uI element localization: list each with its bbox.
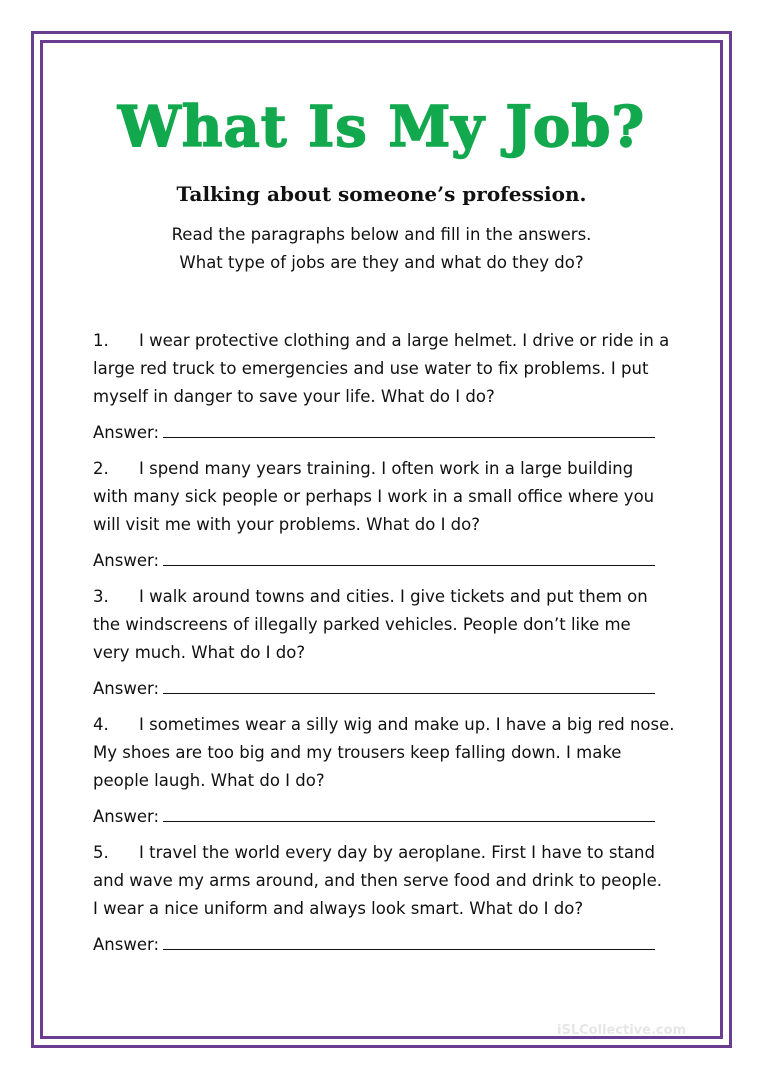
question-line: very much. What do I do?	[93, 643, 306, 662]
worksheet-title: What Is My Job?	[117, 94, 646, 160]
answer-row	[93, 675, 683, 703]
question-item-5	[93, 839, 683, 959]
worksheet-subtitle: Talking about someone’s profession.	[176, 182, 587, 206]
answer-blank[interactable]	[163, 933, 655, 950]
instructions	[0, 221, 763, 277]
question-line: My shoes are too big and my trousers keep falling down. I make	[93, 743, 622, 762]
question-line: myself in danger to save your life. What do I do?	[93, 387, 495, 406]
question-text: I spend many years training. I often work in a large building	[139, 459, 634, 478]
question-line	[93, 455, 683, 483]
answer-blank[interactable]	[163, 421, 655, 438]
answer-blank[interactable]	[163, 549, 655, 566]
question-line	[93, 711, 683, 739]
answer-row	[93, 803, 683, 831]
instruction-line-1: Read the paragraphs below and fill in the answers.	[171, 225, 592, 244]
answer-label: Answer:	[93, 551, 160, 570]
answer-label: Answer:	[93, 423, 160, 442]
question-line: and wave my arms around, and then serve food and drink to people.	[93, 871, 663, 890]
question-item-4	[93, 711, 683, 831]
question-line	[93, 327, 683, 355]
question-number: 1.	[93, 331, 109, 350]
answer-label: Answer:	[93, 807, 160, 826]
question-line: large red truck to emergencies and use water to fix problems. I put	[93, 359, 649, 378]
question-text: I wear protective clothing and a large helmet. I drive or ride in a	[139, 331, 670, 350]
answer-row	[93, 547, 683, 575]
question-line: with many sick people or perhaps I work in a small office where you	[93, 487, 655, 506]
question-line: the windscreens of illegally parked vehicles. People don’t like me	[93, 615, 631, 634]
questions-list	[93, 327, 683, 967]
question-item-1	[93, 327, 683, 447]
answer-label: Answer:	[93, 935, 160, 954]
question-line: I wear a nice uniform and always look smart. What do I do?	[93, 899, 584, 918]
question-line: will visit me with your problems. What do I do?	[93, 515, 481, 534]
answer-blank[interactable]	[163, 677, 655, 694]
question-number: 2.	[93, 459, 109, 478]
answer-row	[93, 931, 683, 959]
question-number: 3.	[93, 587, 109, 606]
question-line	[93, 839, 683, 867]
question-line: people laugh. What do I do?	[93, 771, 325, 790]
question-number: 4.	[93, 715, 109, 734]
answer-row	[93, 419, 683, 447]
question-item-2	[93, 455, 683, 575]
watermark: iSLCollective.com	[557, 1023, 687, 1038]
answer-blank[interactable]	[163, 805, 655, 822]
question-text: I sometimes wear a silly wig and make up. I have a big red nose.	[139, 715, 675, 734]
question-text: I walk around towns and cities. I give tickets and put them on	[139, 587, 648, 606]
question-number: 5.	[93, 843, 109, 862]
instruction-line-2: What type of jobs are they and what do they do?	[179, 253, 584, 272]
question-item-3	[93, 583, 683, 703]
answer-label: Answer:	[93, 679, 160, 698]
question-line	[93, 583, 683, 611]
question-text: I travel the world every day by aeroplane. First I have to stand	[139, 843, 655, 862]
